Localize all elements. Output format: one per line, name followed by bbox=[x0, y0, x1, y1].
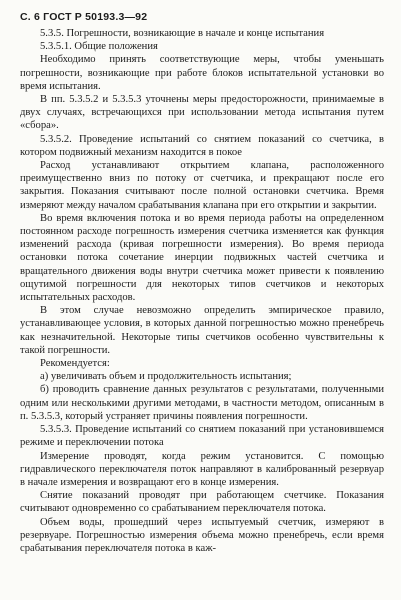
subsection-heading-5-3-5-2: 5.3.5.2. Проведение испытаний со снятием показаний со счетчика, в котором подвижный механизм находится в покое bbox=[20, 133, 384, 158]
paragraph: Снятие показаний проводят при работающем счетчике. Показания считывают одновременно со срабатыванием переключателя потока. bbox=[20, 490, 384, 515]
paragraph: Во время включения потока и во время периода работы на определенном постоянном расходе погрешность измерения счетчика изменяется как функция изменений расхода (кривая погрешности измерения). Во время периода остановки потока сочетание инерции подвижных частей счетчика и вращательного движения воды внутри счетчика может привести к появлению ощутимой погрешности для некоторых типов счетчиков и некоторых испытательных расходов. bbox=[20, 212, 384, 304]
subsection-heading-5-3-5-1: 5.3.5.1. Общие положения bbox=[40, 41, 158, 53]
paragraph: В этом случае невозможно определить эмпирическое правило, устанавливающее условия, в которых данной погрешностью можно пренебречь как незначительной. Некоторые типы счетчиков особенно чувствительны к такой погрешности. bbox=[20, 305, 384, 356]
running-head: С. 6 ГОСТ Р 50193.3—92 bbox=[20, 11, 148, 23]
paragraph: Расход устанавливают открытием клапана, расположенного преимущественно вниз по потоку от счетчика, и прекращают после его закрытия. Показания считывают после полной остановки счетчика. Время измеряют между началом срабатывания клапана при его открытии и закрытии. bbox=[20, 160, 384, 211]
section-heading-5-3-5: 5.3.5. Погрешности, возникающие в начале и конце испытания bbox=[40, 28, 325, 39]
paragraph: Необходимо принять соответствующие меры, чтобы уменьшать погрешности, возникающие при работе блоков испытательной установки во время испытания. bbox=[20, 54, 384, 92]
document-body bbox=[20, 27, 384, 555]
paragraph: В пп. 5.3.5.2 и 5.3.5.3 уточнены меры предосторожности, принимаемые в двух случаях, встречающихся при использовании метода испытания путем «сбора». bbox=[20, 94, 384, 132]
paragraph: Измерение проводят, когда режим установится. С помощью гидравлического переключателя поток направляют в калиброванный резервуар в начале измерения и возвращают его в конце измерения. bbox=[20, 450, 384, 488]
paragraph: Объем воды, прошедший через испытуемый счетчик, измеряют в резервуаре. Погрешностью измерения объема можно пренебречь, если время срабатывания переключателя потока в каж- bbox=[20, 516, 384, 554]
recommendation-item-a: а) увеличивать объем и продолжительность испытания; bbox=[40, 371, 292, 383]
recommendation-lead: Рекомендуется: bbox=[40, 358, 110, 370]
recommendation-item-b: б) проводить сравнение данных результатов с результатами, полученными одним или несколькими другими методами, в частности методом, описанным в п. 5.3.5.3, который устраняет причины появления погрешности. bbox=[20, 384, 384, 422]
subsection-heading-5-3-5-3: 5.3.5.3. Проведение испытаний со снятием показаний при установившемся режиме и переключении потока bbox=[20, 424, 384, 449]
